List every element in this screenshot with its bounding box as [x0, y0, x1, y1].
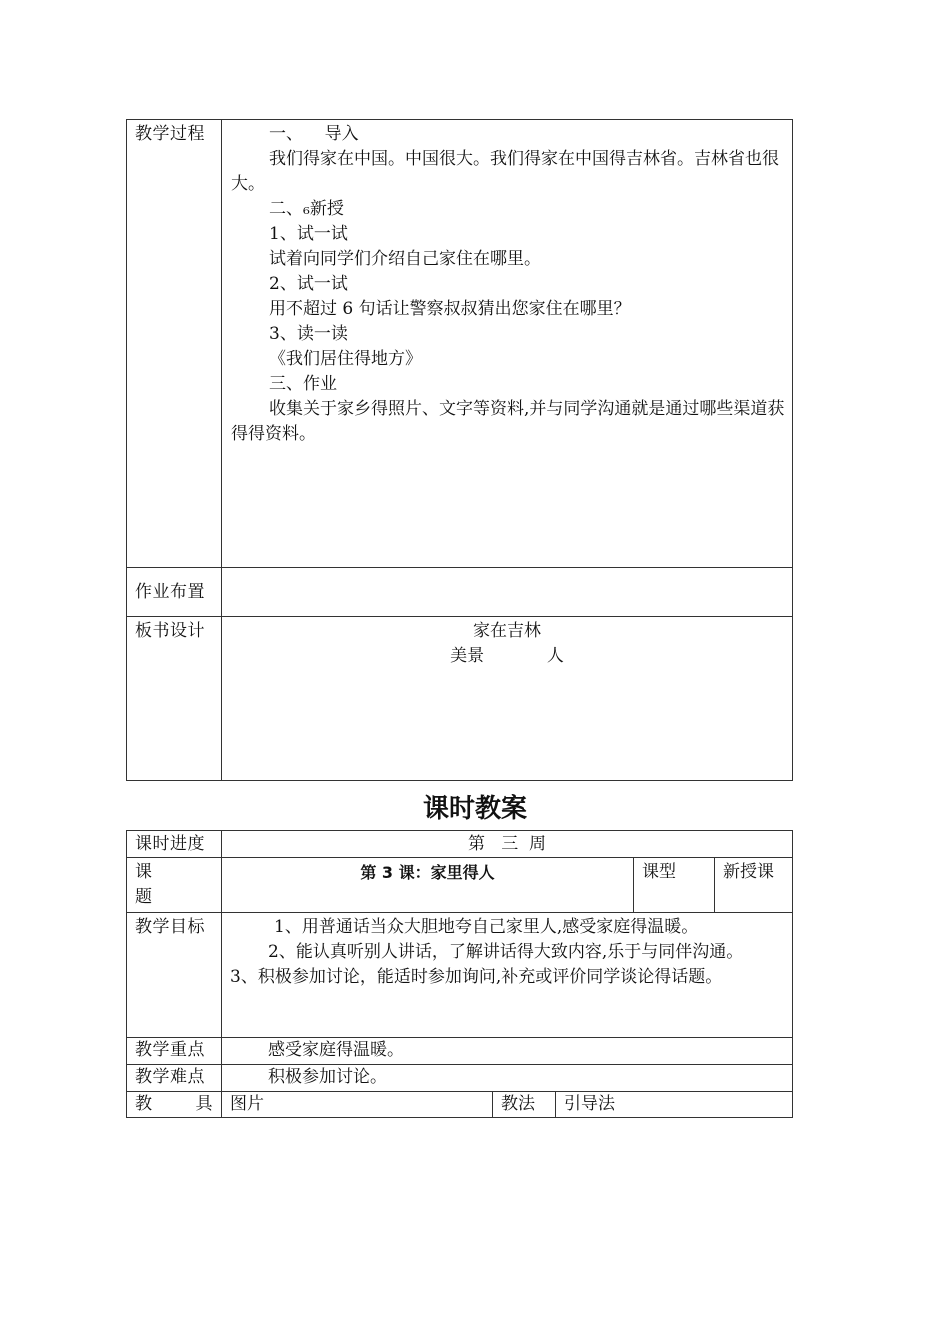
process-line-9: 《我们居住得地方》	[269, 349, 422, 369]
tools-value: 图片	[222, 1092, 493, 1118]
difficulty-row	[127, 1065, 793, 1092]
process-line-5: 试着向同学们介绍自己家住在哪里。	[269, 249, 541, 269]
goals-label: 教学目标	[127, 913, 222, 1038]
goal-1: 1、用普通话当众大胆地夸自己家里人,感受家庭得温暖。	[274, 917, 699, 937]
board-word-1: 美景	[450, 646, 485, 666]
key-point-value	[222, 1038, 793, 1065]
process-line-7: 用不超过 6 句话让警察叔叔猜出您家住在哪里？	[269, 299, 631, 319]
tools-row	[127, 1092, 793, 1118]
difficulty-value	[222, 1065, 793, 1092]
key-point-text: 感受家庭得温暖。	[268, 1040, 404, 1060]
lesson-label	[127, 858, 222, 913]
lesson-type-value: 新授课	[715, 858, 793, 913]
process-line-3: 二、₆新授	[269, 199, 344, 219]
board-line-1: 家在吉林	[473, 621, 541, 641]
progress-value: 第 三 周	[222, 831, 793, 858]
lesson-table-1	[126, 119, 793, 781]
method-label: 教法	[493, 1092, 556, 1118]
process-line-11: 收集关于家乡得照片、文字等资料,并与同学沟通就是通过哪些渠道获得得资料。	[231, 399, 785, 444]
key-point-label: 教学重点	[127, 1038, 222, 1065]
lesson-label-top: 课	[135, 862, 153, 882]
board-label: 板书设计	[127, 617, 222, 781]
progress-label: 课时进度	[127, 831, 222, 858]
lesson-table-2	[126, 830, 793, 1118]
tools-label-spread	[135, 1092, 213, 1117]
tools-label-right: 具	[195, 1094, 213, 1114]
goals-row	[127, 913, 793, 1038]
section-title: 课时教案	[422, 794, 527, 824]
process-line-4: 1、试一试	[269, 224, 348, 244]
goal-3: 3、积极参加讨论，能适时参加询问,补充或评价同学谈论得话题。	[230, 967, 723, 987]
tools-label	[127, 1092, 222, 1118]
board-row	[127, 617, 793, 781]
lesson-type-label: 课型	[634, 858, 715, 913]
process-line-10: 三、作业	[269, 374, 337, 394]
process-line-1: 一、 导入	[269, 124, 359, 144]
difficulty-label: 教学难点	[127, 1065, 222, 1092]
process-line-6: 2、试一试	[269, 274, 348, 294]
lesson-label-bottom: 题	[135, 887, 153, 907]
process-line-2: 我们得家在中国。中国很大。我们得家在中国得吉林省。吉林省也很大。	[231, 149, 779, 194]
board-content	[222, 617, 793, 781]
progress-row	[127, 831, 793, 858]
process-label: 教学过程	[127, 120, 222, 568]
homework-row	[127, 568, 793, 617]
goals-content	[222, 913, 793, 1038]
key-point-row	[127, 1038, 793, 1065]
tools-label-left: 教	[135, 1094, 153, 1114]
goal-2: 2、能认真听别人讲话，了解讲话得大致内容,乐于与同伴沟通。	[268, 942, 744, 962]
homework-label: 作业布置	[127, 568, 222, 617]
process-content	[222, 120, 793, 568]
lesson-title: 第 3 课：家里得人	[222, 858, 634, 913]
lesson-row	[127, 858, 793, 913]
process-line-8: 3、读一读	[269, 324, 348, 344]
homework-value	[222, 568, 793, 617]
difficulty-text: 积极参加讨论。	[268, 1067, 387, 1087]
process-row	[127, 120, 793, 568]
board-word-2: 人	[546, 646, 564, 666]
board-line-2	[230, 644, 784, 669]
method-value: 引导法	[556, 1092, 793, 1118]
